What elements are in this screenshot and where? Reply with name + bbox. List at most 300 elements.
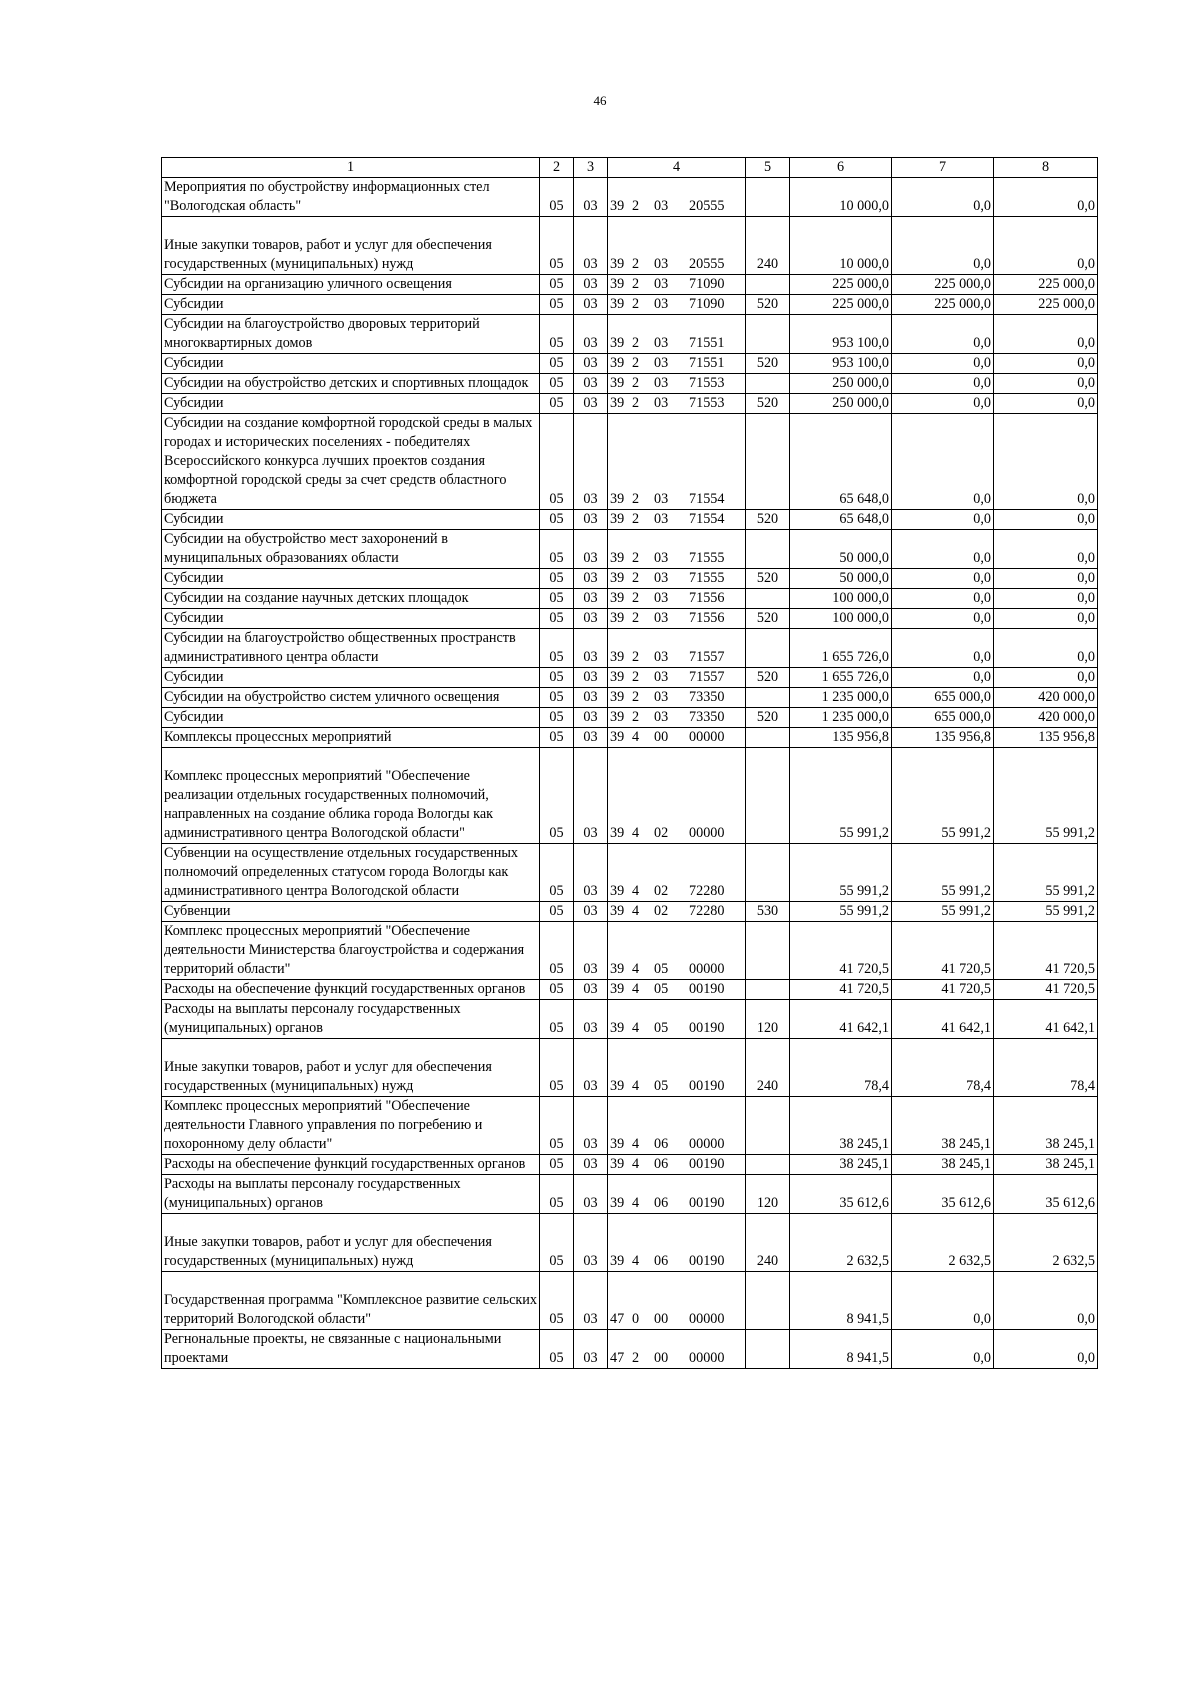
section-code: 05 bbox=[540, 609, 574, 629]
target-article-part: 03 bbox=[654, 689, 669, 705]
amount-year-2: 0,0 bbox=[892, 569, 994, 589]
target-article-part: 39 bbox=[610, 689, 625, 705]
target-article-part: 05 bbox=[654, 1020, 669, 1036]
row-name-cell bbox=[162, 217, 540, 275]
header-cell: 5 bbox=[746, 158, 790, 178]
target-article-part: 03 bbox=[654, 610, 669, 626]
expense-type-code: 120 bbox=[746, 1175, 790, 1214]
amount-year-3: 225 000,0 bbox=[994, 275, 1098, 295]
row-name-cell bbox=[162, 1330, 540, 1369]
table-row bbox=[162, 728, 1098, 748]
target-article-cell bbox=[608, 980, 746, 1000]
amount-year-2: 78,4 bbox=[892, 1039, 994, 1097]
amount-year-3: 55 991,2 bbox=[994, 844, 1098, 902]
amount-year-2: 41 720,5 bbox=[892, 980, 994, 1000]
section-code: 05 bbox=[540, 394, 574, 414]
row-name: Субсидии на создание комфортной городской среды в малых городах и исторических поселениях - победителях Всероссийского конкурса лучших проектов создания комфортной городской среды за счет средств областного бюджета bbox=[164, 415, 533, 507]
amount-year-3: 0,0 bbox=[994, 354, 1098, 374]
header-cell: 7 bbox=[892, 158, 994, 178]
target-article-part: 2 bbox=[632, 276, 640, 292]
target-article-cell bbox=[608, 394, 746, 414]
expense-type-code: 520 bbox=[746, 394, 790, 414]
target-article-part: 39 bbox=[610, 1136, 625, 1152]
section-code: 05 bbox=[540, 629, 574, 668]
amount-year-1: 10 000,0 bbox=[790, 178, 892, 217]
amount-year-3: 0,0 bbox=[994, 374, 1098, 394]
row-name: Субсидии bbox=[164, 395, 224, 411]
row-name-cell bbox=[162, 569, 540, 589]
amount-year-2: 0,0 bbox=[892, 217, 994, 275]
target-article-part: 2 bbox=[632, 550, 640, 566]
row-name-cell bbox=[162, 668, 540, 688]
amount-year-3: 0,0 bbox=[994, 217, 1098, 275]
target-article-part: 2 bbox=[632, 689, 640, 705]
subsection-code: 03 bbox=[574, 629, 608, 668]
target-article-part: 4 bbox=[632, 1156, 640, 1172]
table-row bbox=[162, 922, 1098, 980]
target-article-part: 39 bbox=[610, 256, 625, 272]
amount-year-3: 78,4 bbox=[994, 1039, 1098, 1097]
amount-year-1: 100 000,0 bbox=[790, 609, 892, 629]
target-article-part: 4 bbox=[632, 1136, 640, 1152]
table-row bbox=[162, 217, 1098, 275]
expense-type-code: 520 bbox=[746, 668, 790, 688]
expense-type-code: 520 bbox=[746, 354, 790, 374]
amount-year-2: 0,0 bbox=[892, 354, 994, 374]
target-article-part: 00000 bbox=[689, 1350, 725, 1366]
target-article-part: 2 bbox=[632, 296, 640, 312]
target-article-part: 4 bbox=[632, 825, 640, 841]
target-article-part: 39 bbox=[610, 1195, 625, 1211]
target-article-part: 39 bbox=[610, 570, 625, 586]
target-article-part: 47 bbox=[610, 1350, 625, 1366]
subsection-code: 03 bbox=[574, 414, 608, 510]
target-article-part: 2 bbox=[632, 511, 640, 527]
table-row bbox=[162, 510, 1098, 530]
subsection-code: 03 bbox=[574, 569, 608, 589]
target-article-part: 39 bbox=[610, 981, 625, 997]
target-article-part: 39 bbox=[610, 903, 625, 919]
amount-year-2: 0,0 bbox=[892, 668, 994, 688]
subsection-code: 03 bbox=[574, 315, 608, 354]
target-article-cell bbox=[608, 275, 746, 295]
row-name: Расходы на выплаты персоналу государственных (муниципальных) органов bbox=[164, 1176, 461, 1211]
section-code: 05 bbox=[540, 295, 574, 315]
table-row bbox=[162, 1330, 1098, 1369]
target-article-part: 06 bbox=[654, 1156, 669, 1172]
section-code: 05 bbox=[540, 374, 574, 394]
target-article-part: 71555 bbox=[689, 570, 725, 586]
row-name: Субвенции на осуществление отдельных государственных полномочий определенных статусом города Вологды как административного центра Вологодской области bbox=[164, 845, 518, 899]
table-row bbox=[162, 589, 1098, 609]
amount-year-1: 2 632,5 bbox=[790, 1214, 892, 1272]
target-article-part: 39 bbox=[610, 1156, 625, 1172]
table-row bbox=[162, 1000, 1098, 1039]
target-article-part: 39 bbox=[610, 590, 625, 606]
target-article-part: 2 bbox=[632, 669, 640, 685]
amount-year-2: 0,0 bbox=[892, 315, 994, 354]
expense-type-code bbox=[746, 844, 790, 902]
amount-year-2: 41 642,1 bbox=[892, 1000, 994, 1039]
header-cell: 6 bbox=[790, 158, 892, 178]
target-article-part: 00000 bbox=[689, 961, 725, 977]
target-article-part: 00190 bbox=[689, 1020, 725, 1036]
row-name: Комплексы процессных мероприятий bbox=[164, 729, 392, 745]
target-article-part: 0 bbox=[632, 1311, 640, 1327]
target-article-part: 39 bbox=[610, 610, 625, 626]
table-row bbox=[162, 688, 1098, 708]
amount-year-2: 0,0 bbox=[892, 609, 994, 629]
amount-year-1: 250 000,0 bbox=[790, 394, 892, 414]
target-article-part: 03 bbox=[654, 256, 669, 272]
row-name-cell bbox=[162, 295, 540, 315]
row-name-cell bbox=[162, 1272, 540, 1330]
target-article-cell bbox=[608, 902, 746, 922]
amount-year-3: 55 991,2 bbox=[994, 902, 1098, 922]
amount-year-1: 1 235 000,0 bbox=[790, 688, 892, 708]
row-name: Комплекс процессных мероприятий "Обеспечение реализации отдельных государственных полномочий, направленных на создание облика города Вологды как административного центра Вологодской области" bbox=[164, 768, 494, 841]
amount-year-3: 0,0 bbox=[994, 569, 1098, 589]
expense-type-code bbox=[746, 178, 790, 217]
target-article-part: 39 bbox=[610, 355, 625, 371]
target-article-part: 39 bbox=[610, 296, 625, 312]
target-article-part: 39 bbox=[610, 825, 625, 841]
expense-type-code bbox=[746, 1155, 790, 1175]
amount-year-1: 50 000,0 bbox=[790, 569, 892, 589]
target-article-part: 2 bbox=[632, 491, 640, 507]
target-article-part: 03 bbox=[654, 355, 669, 371]
target-article-part: 00190 bbox=[689, 1195, 725, 1211]
subsection-code: 03 bbox=[574, 354, 608, 374]
amount-year-3: 0,0 bbox=[994, 609, 1098, 629]
subsection-code: 03 bbox=[574, 1039, 608, 1097]
target-article-cell bbox=[608, 748, 746, 844]
section-code: 05 bbox=[540, 315, 574, 354]
target-article-cell bbox=[608, 374, 746, 394]
amount-year-1: 1 655 726,0 bbox=[790, 629, 892, 668]
target-article-part: 39 bbox=[610, 375, 625, 391]
target-article-part: 03 bbox=[654, 491, 669, 507]
row-name: Субсидии bbox=[164, 511, 224, 527]
target-article-part: 2 bbox=[632, 649, 640, 665]
row-name: Расходы на обеспечение функций государственных органов bbox=[164, 1156, 526, 1172]
amount-year-2: 225 000,0 bbox=[892, 275, 994, 295]
amount-year-2: 0,0 bbox=[892, 394, 994, 414]
row-name-cell bbox=[162, 1039, 540, 1097]
section-code: 05 bbox=[540, 217, 574, 275]
row-name-cell bbox=[162, 1097, 540, 1155]
amount-year-3: 0,0 bbox=[994, 315, 1098, 354]
amount-year-2: 0,0 bbox=[892, 530, 994, 569]
target-article-part: 03 bbox=[654, 709, 669, 725]
target-article-part: 06 bbox=[654, 1253, 669, 1269]
target-article-part: 72280 bbox=[689, 883, 725, 899]
target-article-cell bbox=[608, 1000, 746, 1039]
target-article-part: 4 bbox=[632, 1253, 640, 1269]
amount-year-2: 655 000,0 bbox=[892, 708, 994, 728]
section-code: 05 bbox=[540, 980, 574, 1000]
row-name-cell bbox=[162, 374, 540, 394]
target-article-part: 39 bbox=[610, 1253, 625, 1269]
target-article-part: 03 bbox=[654, 198, 669, 214]
expense-type-code: 520 bbox=[746, 609, 790, 629]
target-article-part: 4 bbox=[632, 1078, 640, 1094]
row-name: Субсидии на благоустройство дворовых территорий многоквартирных домов bbox=[164, 316, 480, 351]
row-name-cell bbox=[162, 178, 540, 217]
row-name: Иные закупки товаров, работ и услуг для обеспечения государственных (муниципальных) нужд bbox=[164, 237, 492, 272]
row-name: Субсидии на организацию уличного освещения bbox=[164, 276, 452, 292]
target-article-part: 71553 bbox=[689, 395, 725, 411]
target-article-part: 2 bbox=[632, 610, 640, 626]
amount-year-1: 100 000,0 bbox=[790, 589, 892, 609]
amount-year-3: 0,0 bbox=[994, 414, 1098, 510]
row-name-cell bbox=[162, 688, 540, 708]
amount-year-3: 0,0 bbox=[994, 1330, 1098, 1369]
expense-type-code bbox=[746, 728, 790, 748]
target-article-cell bbox=[608, 1097, 746, 1155]
target-article-cell bbox=[608, 315, 746, 354]
table-row bbox=[162, 295, 1098, 315]
amount-year-1: 65 648,0 bbox=[790, 414, 892, 510]
amount-year-1: 55 991,2 bbox=[790, 748, 892, 844]
expense-type-code bbox=[746, 922, 790, 980]
header-cell: 1 bbox=[162, 158, 540, 178]
table-row bbox=[162, 844, 1098, 902]
row-name: Субсидии bbox=[164, 355, 224, 371]
subsection-code: 03 bbox=[574, 530, 608, 569]
section-code: 05 bbox=[540, 844, 574, 902]
table-row bbox=[162, 1214, 1098, 1272]
row-name: Мероприятия по обустройству информационных стел "Вологодская область" bbox=[164, 179, 490, 214]
subsection-code: 03 bbox=[574, 668, 608, 688]
target-article-part: 00190 bbox=[689, 1253, 725, 1269]
table-header-row bbox=[162, 158, 1098, 178]
target-article-cell bbox=[608, 1330, 746, 1369]
target-article-part: 00190 bbox=[689, 1156, 725, 1172]
target-article-part: 03 bbox=[654, 395, 669, 411]
amount-year-1: 250 000,0 bbox=[790, 374, 892, 394]
amount-year-3: 420 000,0 bbox=[994, 688, 1098, 708]
target-article-part: 05 bbox=[654, 981, 669, 997]
amount-year-1: 8 941,5 bbox=[790, 1272, 892, 1330]
table-row bbox=[162, 1039, 1098, 1097]
target-article-part: 2 bbox=[632, 1350, 640, 1366]
target-article-part: 2 bbox=[632, 375, 640, 391]
row-name: Субсидии bbox=[164, 709, 224, 725]
expense-type-code bbox=[746, 688, 790, 708]
expense-type-code bbox=[746, 374, 790, 394]
target-article-part: 03 bbox=[654, 570, 669, 586]
target-article-cell bbox=[608, 178, 746, 217]
target-article-part: 03 bbox=[654, 335, 669, 351]
section-code: 05 bbox=[540, 1000, 574, 1039]
target-article-part: 00190 bbox=[689, 1078, 725, 1094]
expense-type-code bbox=[746, 530, 790, 569]
amount-year-3: 41 642,1 bbox=[994, 1000, 1098, 1039]
target-article-part: 4 bbox=[632, 961, 640, 977]
expense-type-code: 520 bbox=[746, 708, 790, 728]
target-article-part: 39 bbox=[610, 491, 625, 507]
target-article-part: 71551 bbox=[689, 335, 725, 351]
row-name-cell bbox=[162, 844, 540, 902]
row-name: Государственная программа "Комплексное развитие сельских территорий Вологодской области" bbox=[164, 1292, 537, 1327]
table-row bbox=[162, 1272, 1098, 1330]
page-number: 46 bbox=[593, 93, 607, 108]
amount-year-3: 0,0 bbox=[994, 668, 1098, 688]
amount-year-1: 35 612,6 bbox=[790, 1175, 892, 1214]
section-code: 05 bbox=[540, 589, 574, 609]
target-article-part: 02 bbox=[654, 825, 669, 841]
target-article-part: 00000 bbox=[689, 825, 725, 841]
target-article-part: 00000 bbox=[689, 1311, 725, 1327]
row-name: Субсидии bbox=[164, 296, 224, 312]
expense-type-code: 520 bbox=[746, 510, 790, 530]
subsection-code: 03 bbox=[574, 275, 608, 295]
section-code: 05 bbox=[540, 1272, 574, 1330]
table-row bbox=[162, 1155, 1098, 1175]
subsection-code: 03 bbox=[574, 1000, 608, 1039]
row-name: Иные закупки товаров, работ и услуг для обеспечения государственных (муниципальных) нужд bbox=[164, 1234, 492, 1269]
table-row bbox=[162, 530, 1098, 569]
target-article-part: 39 bbox=[610, 1020, 625, 1036]
target-article-part: 06 bbox=[654, 1136, 669, 1152]
amount-year-2: 0,0 bbox=[892, 178, 994, 217]
amount-year-3: 0,0 bbox=[994, 1272, 1098, 1330]
target-article-part: 2 bbox=[632, 590, 640, 606]
table-row bbox=[162, 394, 1098, 414]
target-article-cell bbox=[608, 629, 746, 668]
target-article-part: 2 bbox=[632, 335, 640, 351]
row-name-cell bbox=[162, 728, 540, 748]
target-article-part: 71555 bbox=[689, 550, 725, 566]
target-article-part: 00000 bbox=[689, 1136, 725, 1152]
target-article-part: 03 bbox=[654, 550, 669, 566]
subsection-code: 03 bbox=[574, 1330, 608, 1369]
row-name-cell bbox=[162, 609, 540, 629]
subsection-code: 03 bbox=[574, 1097, 608, 1155]
expense-type-code: 520 bbox=[746, 569, 790, 589]
row-name-cell bbox=[162, 922, 540, 980]
subsection-code: 03 bbox=[574, 374, 608, 394]
section-code: 05 bbox=[540, 354, 574, 374]
target-article-cell bbox=[608, 569, 746, 589]
subsection-code: 03 bbox=[574, 728, 608, 748]
table-row bbox=[162, 629, 1098, 668]
target-article-part: 02 bbox=[654, 883, 669, 899]
target-article-part: 39 bbox=[610, 276, 625, 292]
amount-year-1: 1 655 726,0 bbox=[790, 668, 892, 688]
section-code: 05 bbox=[540, 1330, 574, 1369]
section-code: 05 bbox=[540, 748, 574, 844]
subsection-code: 03 bbox=[574, 748, 608, 844]
amount-year-3: 41 720,5 bbox=[994, 922, 1098, 980]
target-article-part: 03 bbox=[654, 276, 669, 292]
target-article-part: 39 bbox=[610, 729, 625, 745]
target-article-part: 71553 bbox=[689, 375, 725, 391]
amount-year-2: 55 991,2 bbox=[892, 748, 994, 844]
target-article-part: 71556 bbox=[689, 610, 725, 626]
amount-year-3: 2 632,5 bbox=[994, 1214, 1098, 1272]
target-article-part: 03 bbox=[654, 511, 669, 527]
target-article-cell bbox=[608, 1272, 746, 1330]
target-article-part: 39 bbox=[610, 709, 625, 725]
amount-year-2: 0,0 bbox=[892, 374, 994, 394]
budget-table bbox=[161, 157, 1098, 1369]
expense-type-code: 530 bbox=[746, 902, 790, 922]
expense-type-code bbox=[746, 589, 790, 609]
target-article-part: 72280 bbox=[689, 903, 725, 919]
target-article-part: 71554 bbox=[689, 491, 725, 507]
amount-year-3: 0,0 bbox=[994, 629, 1098, 668]
target-article-part: 71090 bbox=[689, 296, 725, 312]
row-name-cell bbox=[162, 530, 540, 569]
amount-year-2: 38 245,1 bbox=[892, 1097, 994, 1155]
table-row bbox=[162, 980, 1098, 1000]
section-code: 05 bbox=[540, 922, 574, 980]
target-article-part: 39 bbox=[610, 649, 625, 665]
amount-year-3: 41 720,5 bbox=[994, 980, 1098, 1000]
amount-year-2: 0,0 bbox=[892, 510, 994, 530]
row-name-cell bbox=[162, 275, 540, 295]
target-article-part: 39 bbox=[610, 395, 625, 411]
subsection-code: 03 bbox=[574, 394, 608, 414]
row-name: Субсидии bbox=[164, 610, 224, 626]
row-name: Субсидии на обустройство мест захоронений в муниципальных образованиях области bbox=[164, 531, 448, 566]
subsection-code: 03 bbox=[574, 295, 608, 315]
amount-year-3: 0,0 bbox=[994, 589, 1098, 609]
amount-year-1: 225 000,0 bbox=[790, 275, 892, 295]
row-name-cell bbox=[162, 414, 540, 510]
amount-year-1: 55 991,2 bbox=[790, 902, 892, 922]
amount-year-3: 55 991,2 bbox=[994, 748, 1098, 844]
amount-year-2: 35 612,6 bbox=[892, 1175, 994, 1214]
target-article-part: 02 bbox=[654, 903, 669, 919]
amount-year-1: 10 000,0 bbox=[790, 217, 892, 275]
amount-year-3: 0,0 bbox=[994, 510, 1098, 530]
target-article-part: 00190 bbox=[689, 981, 725, 997]
expense-type-code bbox=[746, 1272, 790, 1330]
subsection-code: 03 bbox=[574, 1214, 608, 1272]
table-row bbox=[162, 1097, 1098, 1155]
subsection-code: 03 bbox=[574, 1272, 608, 1330]
table-row bbox=[162, 902, 1098, 922]
subsection-code: 03 bbox=[574, 902, 608, 922]
amount-year-1: 953 100,0 bbox=[790, 354, 892, 374]
target-article-part: 39 bbox=[610, 669, 625, 685]
section-code: 05 bbox=[540, 1175, 574, 1214]
table-row bbox=[162, 708, 1098, 728]
target-article-part: 2 bbox=[632, 395, 640, 411]
expense-type-code bbox=[746, 414, 790, 510]
target-article-part: 00000 bbox=[689, 729, 725, 745]
target-article-cell bbox=[608, 844, 746, 902]
subsection-code: 03 bbox=[574, 844, 608, 902]
row-name: Комплекс процессных мероприятий "Обеспечение деятельности Министерства благоустройства и содержания территорий области" bbox=[164, 923, 525, 977]
section-code: 05 bbox=[540, 569, 574, 589]
subsection-code: 03 bbox=[574, 178, 608, 217]
amount-year-2: 655 000,0 bbox=[892, 688, 994, 708]
target-article-cell bbox=[608, 295, 746, 315]
table-row bbox=[162, 178, 1098, 217]
amount-year-2: 0,0 bbox=[892, 414, 994, 510]
target-article-part: 2 bbox=[632, 355, 640, 371]
section-code: 05 bbox=[540, 510, 574, 530]
target-article-cell bbox=[608, 609, 746, 629]
subsection-code: 03 bbox=[574, 1175, 608, 1214]
target-article-cell bbox=[608, 589, 746, 609]
expense-type-code: 120 bbox=[746, 1000, 790, 1039]
row-name: Комплекс процессных мероприятий "Обеспечение деятельности Главного управления по погребению и похоронному делу области" bbox=[164, 1098, 483, 1152]
